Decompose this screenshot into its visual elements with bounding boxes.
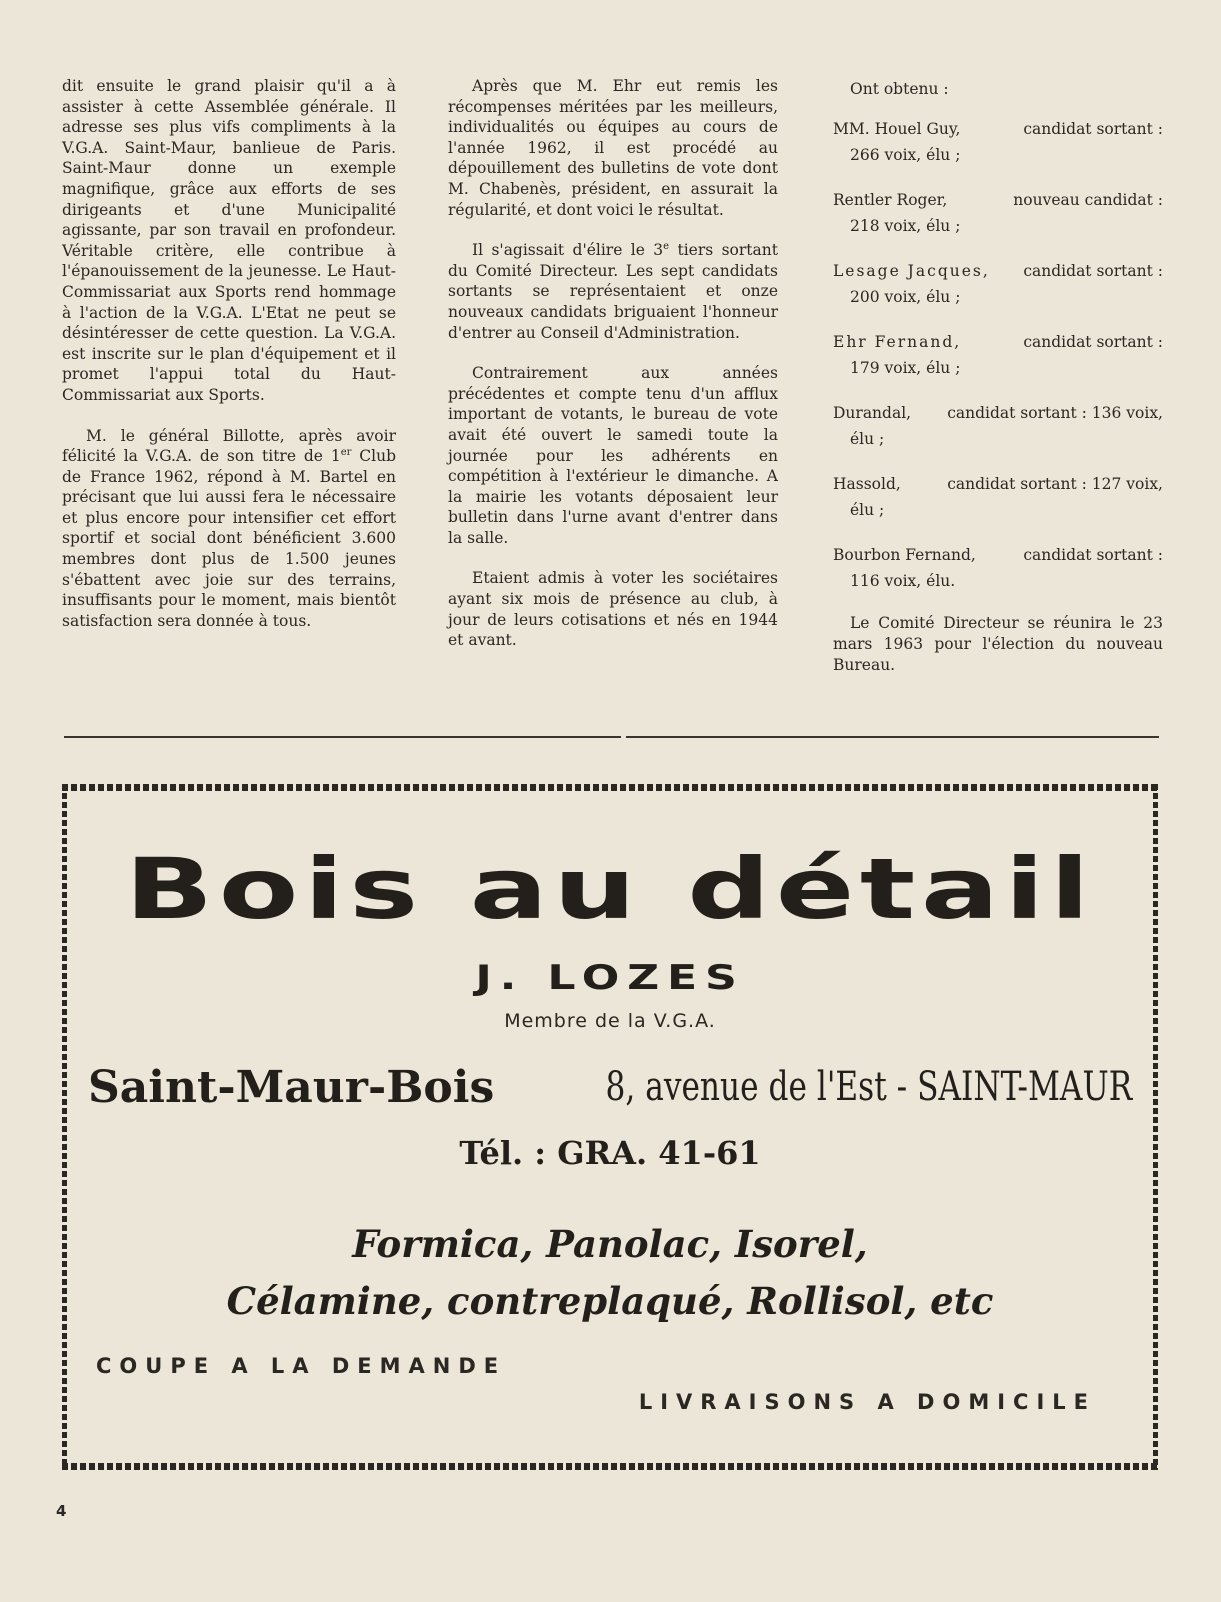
article-paragraph: Après que M. Ehr eut remis les récompenses méritées par les meilleurs, individualités ou équipes au cours de l'année 1962, il est procédé au dépouillement des bulletins de vote dont M. Chabenès, président, en assurait la régularité, et dont voici le résultat. (448, 77, 778, 219)
candidate-votes: 266 voix, élu ; (850, 146, 961, 164)
ad-phone: Tél. : GRA. 41-61 (459, 1134, 761, 1172)
article-column-2 (448, 76, 778, 671)
result-item (833, 116, 1163, 168)
candidate-name: Ehr Fernand, (833, 333, 962, 351)
candidate-votes: élu ; (850, 501, 885, 519)
results-intro: Ont obtenu : (850, 80, 949, 98)
ad-products-line-2: Célamine, contreplaqué, Rollisol, etc (226, 1279, 994, 1323)
candidate-status: candidat sortant : (1023, 120, 1163, 138)
ad-border-top (62, 784, 1158, 791)
ad-products-line-1: Formica, Panolac, Isorel, (352, 1222, 868, 1266)
candidate-votes: 200 voix, élu ; (850, 288, 961, 306)
candidate-status: candidat sortant : (1023, 333, 1163, 351)
result-item (833, 187, 1163, 239)
candidate-status: candidat sortant : (1023, 262, 1163, 280)
result-item (833, 258, 1163, 310)
ad-border-bottom (62, 1463, 1158, 1470)
article-paragraph: dit ensuite le grand plaisir qu'il a à assister à cette Assemblée générale. Il adresse ses plus vifs compliments à la V.G.A. Saint-Maur, banlieue de Paris. Saint-Maur donne un exemple magnifique, grâce aux efforts de ses dirigeants et d'une Municipalité agissante, par son travail en profondeur. Véritable critère, elle contribue à l'épanouissement de la jeunesse. Le Haut-Commissariat aux Sports rend hommage à l'action de la V.G.A. L'Etat ne peut se désintéresser de cette question. La V.G.A. est inscrite sur le plan d'équipement et il promet l'appui total du Haut-Commissariat aux Sports. (62, 77, 396, 404)
ad-headline: Bois au détail (124, 840, 1096, 938)
text-fragment: Il s'agissait d'élire le 3 (472, 241, 664, 260)
candidate-name: Durandal, (833, 404, 912, 422)
candidate-votes: 116 voix, élu. (850, 572, 956, 590)
ad-shop-name: Saint-Maur-Bois (88, 1062, 495, 1113)
ad-member-line: Membre de la V.G.A. (504, 1010, 716, 1032)
result-item (833, 329, 1163, 381)
candidate-name: Bourbon Fernand, (833, 546, 976, 564)
ad-cut-to-order: COUPE A LA DEMANDE (96, 1354, 507, 1378)
result-item (833, 400, 1163, 452)
candidate-name: MM. Houel Guy, (833, 120, 961, 138)
candidate-votes: 179 voix, élu ; (850, 359, 961, 377)
ad-owner: J. LOZES (475, 958, 745, 998)
article-paragraph: Contrairement aux années précédentes et compte tenu d'un afflux important de votants, le bureau de vote avait été ouvert le samedi toute la journée pour les adhérents en compétition à l'extérieur le dimanche. A la mairie les votants déposaient leur bulletin dans l'urne avant d'entrer dans la salle. (448, 364, 778, 547)
result-item (833, 542, 1163, 594)
candidate-status: candidat sortant : (1023, 546, 1163, 564)
superscript: e (663, 241, 670, 252)
text-fragment: tiers sortant du Comité Directeur. Les sept candidats sortants se représentaient et onze nouveaux candidats briguaient l'honneur d'entrer au Conseil d'Administration. (448, 241, 778, 342)
article-column-1 (62, 76, 396, 651)
page-number: 4 (56, 1502, 67, 1520)
candidate-status: nouveau candidat : (1013, 191, 1163, 209)
article-column-3 (833, 76, 1163, 690)
advertisement (62, 784, 1158, 1470)
ad-home-delivery: LIVRAISONS A DOMICILE (638, 1390, 1096, 1414)
divider-rule (626, 736, 1159, 738)
candidate-name: Lesage Jacques, (833, 262, 990, 280)
text-fragment: Club de France 1962, répond à M. Bartel en précisant que lui aussi fera le nécessaire et plus encore pour intensifier cet effort sportif et social dont bénéficient 3.600 membres dont plus de 1.500 jeunes s'ébattent avec joie sur des terrains, insuffisants pour le moment, mais bientôt satisfaction sera donnée à tous. (62, 447, 396, 630)
candidate-votes: 218 voix, élu ; (850, 217, 961, 235)
article-paragraph (62, 426, 396, 632)
divider-rule (64, 736, 621, 738)
results-closing: Le Comité Directeur se réunira le 23 mars 1963 pour l'élection du nouveau Bureau. (833, 614, 1163, 674)
superscript: er (340, 446, 352, 458)
candidate-name: Hassold, (833, 475, 901, 493)
candidate-status: candidat sortant : 127 voix, (947, 475, 1163, 493)
article-paragraph (448, 240, 778, 343)
candidate-status: candidat sortant : 136 voix, (947, 404, 1163, 422)
article-paragraph: Etaient admis à voter les sociétaires ayant six mois de présence au club, à jour de leurs cotisations et nés en 1944 et avant. (448, 569, 778, 650)
text-fragment: M. le général Billotte, après avoir félicité la V.G.A. de son titre de 1 (62, 426, 396, 466)
result-item (833, 471, 1163, 523)
ad-address: 8, avenue de l'Est - SAINT-MAUR (605, 1064, 1132, 1110)
candidate-votes: élu ; (850, 430, 885, 448)
candidate-name: Rentler Roger, (833, 191, 948, 209)
